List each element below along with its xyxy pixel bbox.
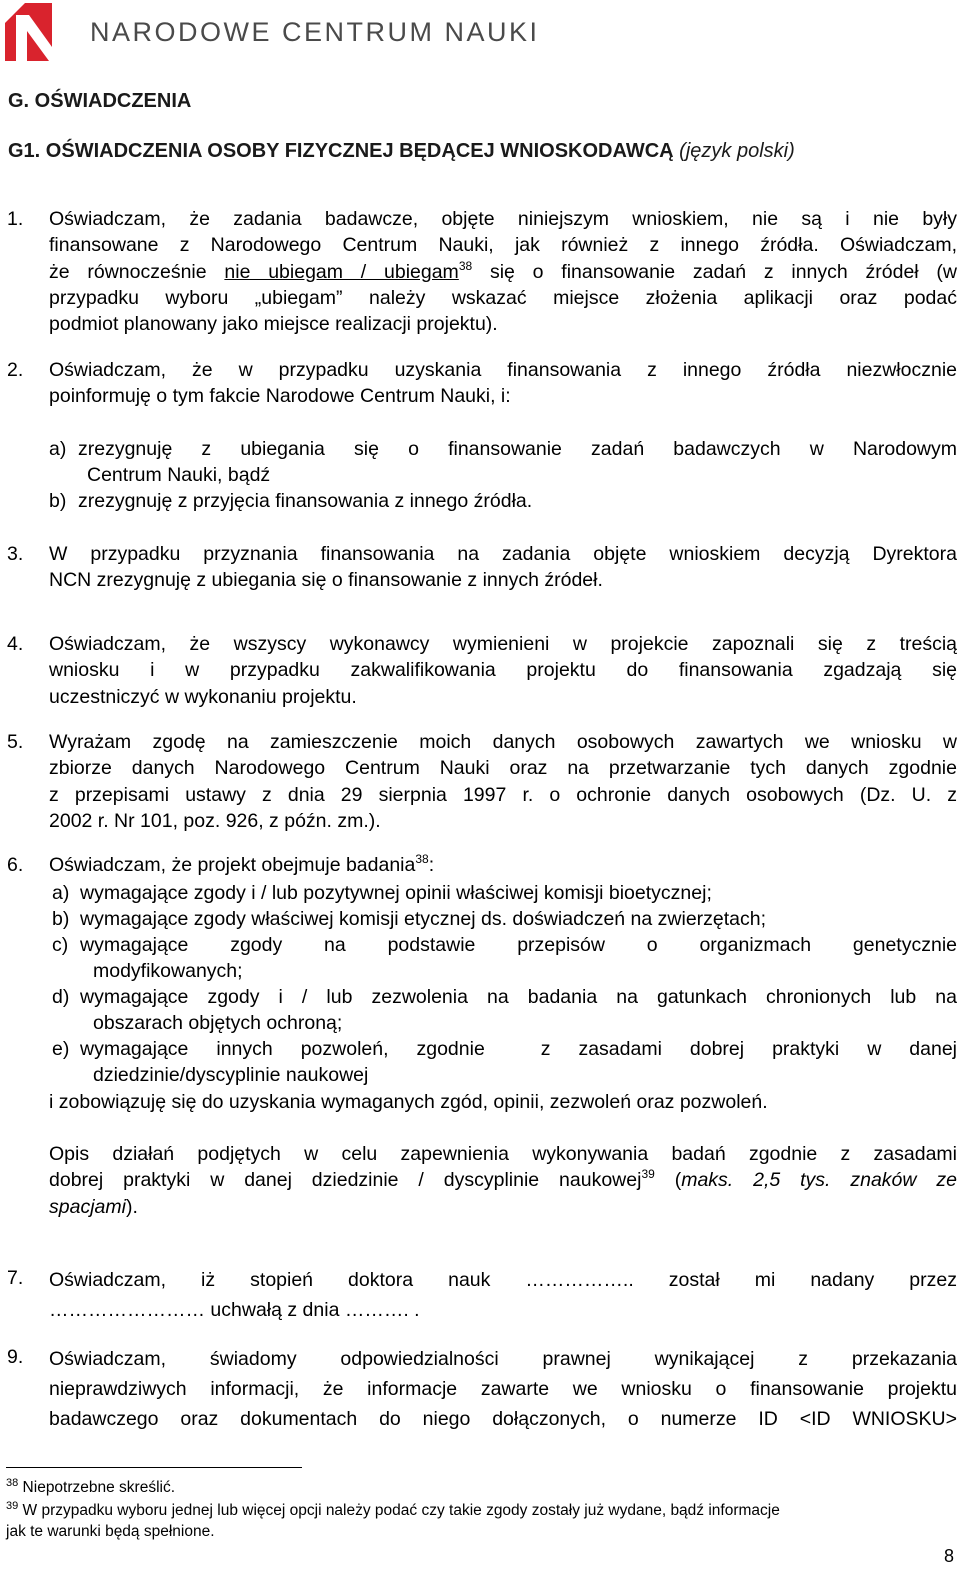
item-6b-text: wymagające zgody właściwej komisji etycznej ds. doświadczeń na zwierzętach; <box>80 908 767 930</box>
ncn-logo <box>5 3 63 61</box>
item-6d-label: d) <box>52 986 70 1008</box>
item-6d-text: wymagające zgody i / lub zezwolenia na badania na gatunkach chronionych lub na obszarach objętych ochroną; <box>80 986 957 1035</box>
item-6e-text: wymagające innych pozwoleń, zgodnie z zasadami dobrej praktyki w danej dziedzinie/dyscyplinie naukowej <box>80 1038 957 1087</box>
footnote-39: $^{39}$ W przypadku wyboru jednej lub więcej opcji należy podać czy takie zgody zostały już wydane, bądź informacje jak te warunki będą spełnione. <box>6 1500 780 1540</box>
item-3-text: W przypadku przyznania finansowania na zadania objęte wnioskiem decyzją Dyrektora NCN zrezygnuję z ubiegania się o finansowanie z innych źródeł. <box>49 543 957 592</box>
item-6c-text: wymagające zgody na podstawie przepisów o organizmach genetycznie modyfikowanych; <box>80 934 957 983</box>
footnote-38: $^{38}$ Niepotrzebne skreślić. <box>6 1477 176 1496</box>
item-2b-label: b) <box>49 490 67 512</box>
item-3-number: 3. <box>7 543 24 565</box>
item-1-text: Oświadczam, że zadania badawcze, objęte niniejszym wnioskiem, nie są i nie były finansowane z Narodowego Centrum Nauki, jak również z innego źródła. Oświadczam, że równocześnie nie ubiegam / ubiegam$^{38}$ się o finansowanie zadań z innych źródeł (w przypadku wyboru „ubiegam” należy wskazać miejsce złożenia aplikacji oraz podać podmiot planowany jako miejsce realizacji projektu). <box>49 208 957 336</box>
item-7-number: 7. <box>7 1267 24 1289</box>
item-6b-label: b) <box>52 908 70 930</box>
section-g1-heading: G1. OŚWIADCZENIA OSOBY FIZYCZNEJ BĘDĄCEJ WNIOSKODAWCĄ (język polski) <box>8 140 795 162</box>
item-9-text: Oświadczam, świadomy odpowiedzialności prawnej wynikającej z przekazania nieprawdziwych informacji, że informacje zawarte we wniosku o finansowanie projektu badawczego oraz dokumentach do niego dołączonych, o numerze ID <ID WNIOSKU> <box>49 1348 957 1430</box>
item-6-intro: Oświadczam, że projekt obejmuje badania$^{38}$: <box>49 852 435 876</box>
item-4-number: 4. <box>7 633 24 655</box>
item-9-number: 9. <box>7 1346 24 1368</box>
item-6e-label: e) <box>52 1038 70 1060</box>
section-g-heading: G. OŚWIADCZENIA <box>8 90 192 112</box>
item-6-description: Opis działań podjętych w celu zapewnienia wykonywania badań zgodnie z zasadami dobrej praktyki w danej dziedzinie / dyscyplinie naukowej$^{39}$ (maks. 2,5 tys. znaków ze spacjami). <box>49 1143 957 1218</box>
item-2-number: 2. <box>7 359 24 381</box>
item-6-number: 6. <box>7 854 24 876</box>
item-2b-text: zrezygnuję z przyjęcia finansowania z innego źródła. <box>78 490 533 512</box>
item-2-text: Oświadczam, że w przypadku uzyskania finansowania z innego źródła niezwłocznie poinformuję o tym fakcie Narodowe Centrum Nauki, i: <box>49 359 957 408</box>
item-6a-label: a) <box>52 882 70 904</box>
organization-name: NARODOWE CENTRUM NAUKI <box>90 17 540 47</box>
item-4-text: Oświadczam, że wszyscy wykonawcy wymienieni w projekcie zapoznali się z treścią wniosku i w przypadku zakwalifikowania projektu do finansowania zgadzają się uczestniczyć w wykonaniu projektu. <box>49 633 957 708</box>
item-6a-text: wymagające zgody i / lub pozytywnej opinii właściwej komisji bioetycznej; <box>80 882 712 904</box>
underlined-choice: nie ubiegam / ubiegam <box>224 260 459 283</box>
item-6c-label: c) <box>52 934 69 956</box>
footnote-separator <box>6 1467 302 1468</box>
item-2a-label: a) <box>49 438 67 460</box>
item-5-text: Wyrażam zgodę na zamieszczenie moich danych osobowych zawartych we wniosku w zbiorze danych Narodowego Centrum Nauki oraz na przetwarzanie tych danych zgodnie z przepisami ustawy z dnia 29 sierpnia 1997 r. o ochronie danych osobowych (Dz. U. z 2002 r. Nr 101, poz. 926, z późn. zm.). <box>49 731 957 832</box>
item-5-number: 5. <box>7 731 24 753</box>
item-1-number: 1. <box>7 208 24 230</box>
item-7-text: Oświadczam, iż stopień doktora nauk …………….. został mi nadany przez …………………… uchwałą z dnia ………. . <box>49 1269 957 1321</box>
page-number: 8 <box>944 1546 955 1566</box>
item-6-closing: i zobowiązuję się do uzyskania wymaganych zgód, opinii, zezwoleń oraz pozwoleń. <box>49 1091 768 1113</box>
item-2a-text: zrezygnuję z ubiegania się o finansowanie zadań badawczych w Narodowym Centrum Nauki, bądź <box>78 438 957 487</box>
